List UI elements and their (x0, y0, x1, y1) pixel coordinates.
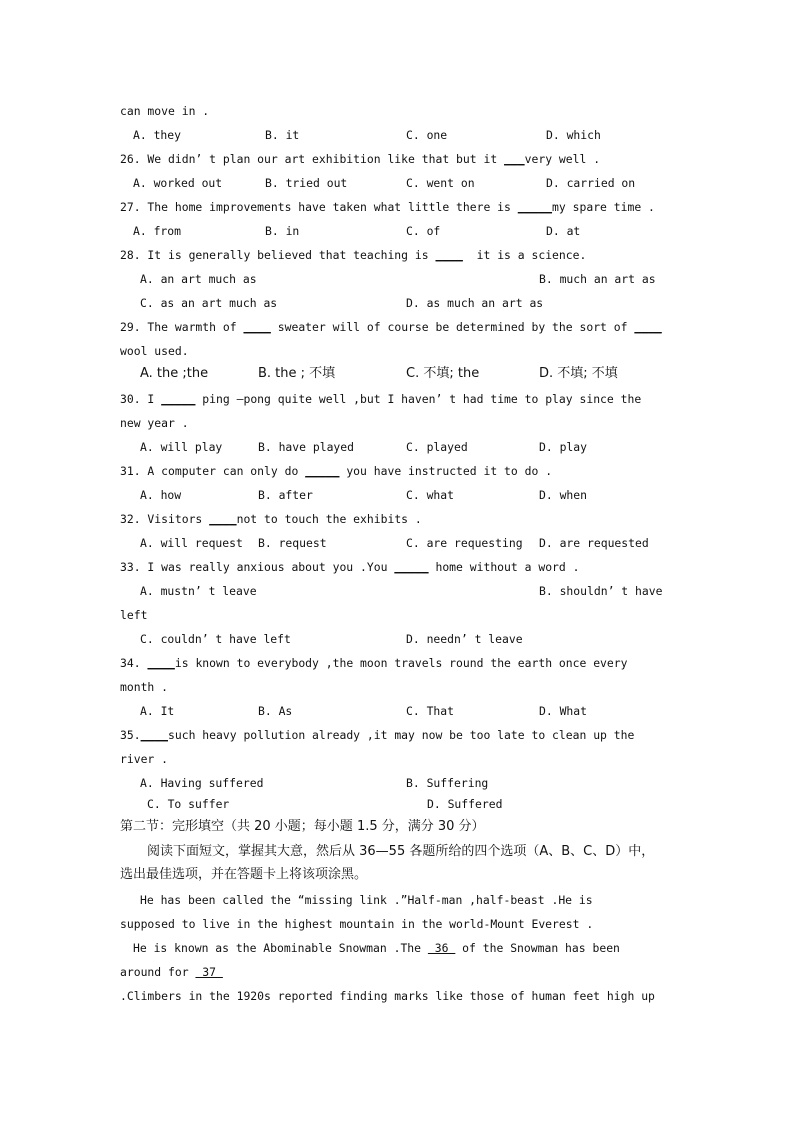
q30-option-b: B. have played (258, 440, 355, 454)
passage-line-5: .Climbers in the 1920s reported finding marks like those of human feet high up (120, 989, 655, 1003)
q34-option-d: D. What (539, 704, 588, 718)
q26-option-c: C. went on (406, 176, 475, 190)
q26-option-b: B. tried out (265, 176, 348, 190)
q33-option-b: B. shouldn’ t have (539, 584, 663, 598)
q30-option-c: C. played (406, 440, 468, 454)
blank-36: 36 (427, 941, 456, 955)
q33-option-c: C. couldn’ t have left (140, 632, 291, 646)
q31-option-a: A. how (140, 488, 182, 502)
passage-line-4: around for 37 (120, 965, 223, 979)
question-34-stem-line2: month . (120, 680, 169, 694)
q31-option-b: B. after (258, 488, 313, 502)
q34-option-b: B. As (258, 704, 293, 718)
q29-option-a: A. the ;the (140, 366, 209, 381)
q30-option-a: A. will play (140, 440, 223, 454)
q32-option-c: C. are requesting (406, 536, 523, 550)
q28-option-c: C. as an art much as (140, 296, 278, 310)
q35-option-d: D. Suffered (427, 797, 503, 811)
question-31-stem: 31. A computer can only do _____ you have instructed it to do . (120, 464, 553, 478)
q28-option-a: A. an art much as (140, 272, 257, 286)
q25-option-c: C. one (406, 128, 448, 142)
passage-line-3: He is known as the Abominable Snowman .The 36 of the Snowman has been (133, 941, 620, 955)
section-instructions-line1: 阅读下面短文，掌握其大意，然后从 36—55 各题所给的四个选项（A、B、C、D）中， (147, 844, 655, 859)
q33-option-a: A. mustn’ t leave (140, 584, 257, 598)
q29-option-d: D. 不填; 不填 (539, 366, 618, 381)
q27-option-c: C. of (406, 224, 441, 238)
q25-option-d: D. which (546, 128, 601, 142)
q35-option-b: B. Suffering (406, 776, 489, 790)
q25-option-a: A. they (133, 128, 182, 142)
q29-option-b: B. the ; 不填 (258, 366, 336, 381)
q27-option-b: B. in (265, 224, 300, 238)
q29-option-c: C. 不填; the (406, 366, 480, 381)
question-35-stem-line2: river . (120, 752, 169, 766)
question-25-stem-end: can move in . (120, 104, 210, 118)
q34-option-a: A. It (140, 704, 175, 718)
question-27-stem: 27. The home improvements have taken what little there is _____my spare time . (120, 200, 655, 214)
passage-line-1: He has been called the “missing link .”Half-man ,half-beast .He is (140, 893, 593, 907)
passage-line-2: supposed to live in the highest mountain in the world-Mount Everest . (120, 917, 594, 931)
q27-option-d: D. at (546, 224, 581, 238)
question-30-stem-line2: new year . (120, 416, 189, 430)
section-instructions-line2: 选出最佳选项，并在答题卡上将该项涂黑。 (120, 867, 368, 882)
q32-option-a: A. will request (140, 536, 243, 550)
q28-option-b: B. much an art as (539, 272, 656, 286)
q31-option-d: D. when (539, 488, 588, 502)
q34-option-c: C. That (406, 704, 455, 718)
question-30-stem: 30. I _____ ping —pong quite well ,but I haven’ t had time to play since the (120, 392, 642, 406)
q27-option-a: A. from (133, 224, 182, 238)
q28-option-d: D. as much an art as (406, 296, 544, 310)
section-heading: 第二节：完形填空（共 20 小题；每小题 1.5 分，满分 30 分） (120, 819, 485, 834)
question-29-stem-line2: wool used. (120, 344, 189, 358)
question-28-stem: 28. It is generally believed that teaching is ____ it is a science. (120, 248, 587, 262)
q33-option-b-cont: left (120, 608, 148, 622)
q33-option-d: D. needn’ t leave (406, 632, 523, 646)
question-34-stem: 34. ____is known to everybody ,the moon travels round the earth once every (120, 656, 628, 670)
q32-option-d: D. are requested (539, 536, 649, 550)
q26-option-d: D. carried on (546, 176, 636, 190)
question-26-stem: 26. We didn’ t plan our art exhibition like that but it ___very well . (120, 152, 601, 166)
q32-option-b: B. request (258, 536, 327, 550)
question-35-stem: 35.____such heavy pollution already ,it may now be too late to clean up the (120, 728, 635, 742)
question-29-stem: 29. The warmth of ____ sweater will of course be determined by the sort of ____ (120, 320, 662, 334)
q35-option-a: A. Having suffered (140, 776, 264, 790)
q35-option-c: C. To suffer (147, 797, 230, 811)
q26-option-a: A. worked out (133, 176, 223, 190)
q25-option-b: B. it (265, 128, 300, 142)
question-32-stem: 32. Visitors ____not to touch the exhibits . (120, 512, 422, 526)
question-33-stem: 33. I was really anxious about you .You _____ home without a word . (120, 560, 580, 574)
q30-option-d: D. play (539, 440, 588, 454)
blank-37: 37 (195, 965, 223, 979)
q31-option-c: C. what (406, 488, 455, 502)
